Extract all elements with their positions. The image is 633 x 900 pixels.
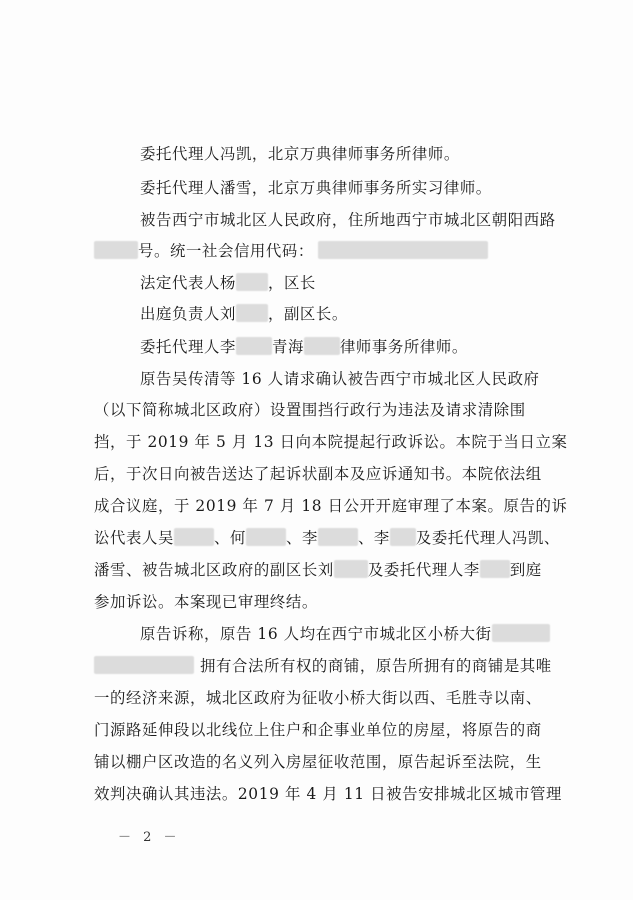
text: 及委托代理人冯凯、 bbox=[415, 529, 560, 547]
procedure-line-3 bbox=[94, 430, 567, 454]
text: ，区长 bbox=[267, 274, 316, 292]
text: 及委托代理人李 bbox=[367, 561, 480, 579]
redacted-name bbox=[236, 304, 268, 322]
text: 青海 bbox=[271, 338, 304, 356]
procedure-line-6 bbox=[94, 526, 560, 550]
text: 法定代表人杨 bbox=[140, 274, 236, 292]
redacted-address bbox=[94, 241, 138, 259]
text: 、李 bbox=[285, 529, 318, 547]
text: 成合议庭，于 2019 年 7 月 18 日公开开庭审理了本案。原告的诉 bbox=[94, 497, 568, 515]
agent-line-feng bbox=[140, 142, 460, 166]
text: 挡，于 2019 年 5 月 13 日向本院提起行政诉讼。本院于当日立案 bbox=[94, 433, 568, 451]
text: 到庭 bbox=[509, 561, 542, 579]
claims-line-1 bbox=[140, 622, 550, 646]
agent-line-pan bbox=[140, 176, 492, 200]
redacted-name bbox=[390, 528, 416, 546]
redacted-name bbox=[480, 560, 510, 578]
defendant-agent-line bbox=[140, 335, 468, 359]
text: 委托代理人潘雪，北京万典律师事务所实习律师。 bbox=[140, 179, 492, 197]
redacted-address bbox=[492, 624, 550, 642]
redacted-firm bbox=[304, 337, 340, 355]
text: 一的经济来源，城北区政府为征收小桥大街以西、毛胜寺以南、 bbox=[94, 689, 542, 707]
court-rep-line bbox=[140, 302, 348, 326]
procedure-line-8 bbox=[94, 590, 318, 614]
text: 委托代理人李 bbox=[140, 338, 236, 356]
text: 后，于次日向被告送达了起诉状副本及应诉通知书。本院依法组 bbox=[94, 465, 542, 483]
text: 原告吴传清等 16 人请求确认被告西宁市城北区人民政府 bbox=[140, 370, 540, 388]
text: 门源路延伸段以北线位上住户和企事业单位的房屋，将原告的商 bbox=[94, 721, 542, 739]
redacted-name bbox=[236, 337, 272, 355]
claims-line-5 bbox=[94, 750, 542, 774]
redacted-name bbox=[236, 273, 268, 291]
redacted-name bbox=[318, 528, 358, 546]
procedure-line-2 bbox=[94, 398, 526, 422]
text: 原告诉称，原告 16 人均在西宁市城北区小桥大街 bbox=[140, 625, 492, 643]
redacted-address bbox=[94, 656, 194, 674]
text: 号。统一社会信用代码： bbox=[138, 242, 314, 260]
defendant-line-2 bbox=[94, 239, 488, 263]
defendant-line-1 bbox=[140, 208, 556, 232]
text: 律师事务所律师。 bbox=[339, 338, 468, 356]
redacted-name bbox=[246, 528, 286, 546]
procedure-line-4 bbox=[94, 462, 542, 486]
claims-line-3 bbox=[94, 686, 542, 710]
text: 被告西宁市城北区人民政府，住所地西宁市城北区朝阳西路 bbox=[140, 211, 556, 229]
text: 、何 bbox=[213, 529, 246, 547]
claims-line-4 bbox=[94, 718, 542, 742]
claims-line-2 bbox=[94, 654, 552, 678]
text: 效判决确认其违法。2019 年 4 月 11 日被告安排城北区城市管理 bbox=[94, 785, 562, 803]
text: 讼代表人吴 bbox=[94, 529, 174, 547]
redacted-credit-code bbox=[318, 241, 488, 259]
legal-rep-line bbox=[140, 271, 316, 295]
procedure-line-1 bbox=[140, 367, 540, 391]
text: 拥有合法所有权的商铺，原告所拥有的商铺是其唯 bbox=[200, 657, 552, 675]
text: 、李 bbox=[357, 529, 390, 547]
procedure-line-5 bbox=[94, 494, 567, 518]
text: ，副区长。 bbox=[267, 305, 348, 323]
text: 潘雪、被告城北区政府的副区长刘 bbox=[94, 561, 334, 579]
text: 参加诉讼。本案现已审理终结。 bbox=[94, 593, 318, 611]
text: 铺以棚户区改造的名义列入房屋征收范围，原告起诉至法院，生 bbox=[94, 753, 542, 771]
text: （以下简称城北区政府）设置围挡行政行为违法及请求清除围 bbox=[94, 401, 526, 419]
page-number: － 2 － bbox=[118, 830, 181, 845]
text: 出庭负责人刘 bbox=[140, 305, 236, 323]
redacted-name bbox=[334, 560, 368, 578]
redacted-name bbox=[174, 528, 214, 546]
text: 委托代理人冯凯，北京万典律师事务所律师。 bbox=[140, 145, 460, 163]
procedure-line-7 bbox=[94, 558, 542, 582]
claims-line-6 bbox=[94, 782, 562, 806]
